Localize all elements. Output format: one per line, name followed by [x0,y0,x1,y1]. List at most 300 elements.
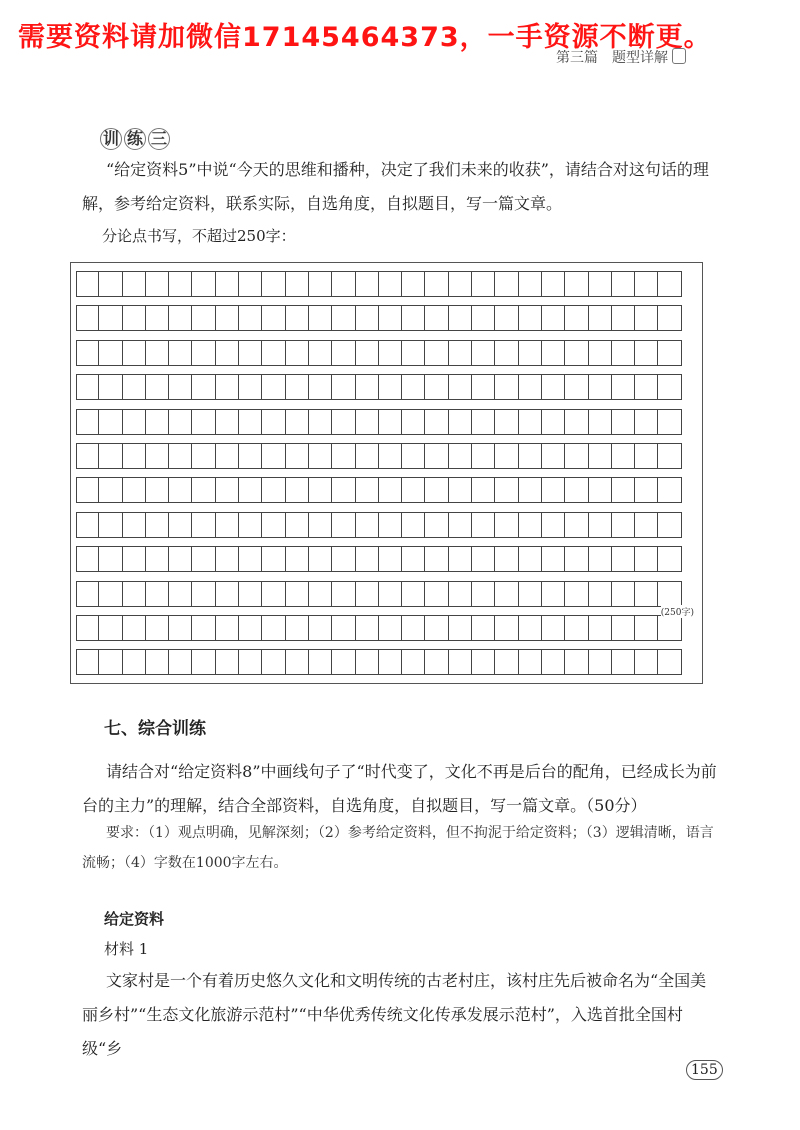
grid-cell[interactable] [332,581,355,607]
grid-cell[interactable] [519,271,542,297]
grid-cell[interactable] [589,305,612,331]
grid-cell[interactable] [658,305,681,331]
grid-cell[interactable] [309,409,332,435]
grid-cell[interactable] [216,409,239,435]
grid-cell[interactable] [192,615,215,641]
grid-cell[interactable] [146,374,169,400]
grid-cell[interactable] [192,546,215,572]
grid-cell[interactable] [495,340,518,366]
grid-cell[interactable] [472,271,495,297]
grid-cell[interactable] [99,649,122,675]
grid-cell[interactable] [76,340,99,366]
grid-cell[interactable] [76,477,99,503]
grid-cell[interactable] [449,512,472,538]
grid-cell[interactable] [542,409,565,435]
grid-cell[interactable] [425,615,448,641]
grid-cell[interactable] [379,581,402,607]
grid-cell[interactable] [425,340,448,366]
grid-cell[interactable] [262,271,285,297]
grid-cell[interactable] [239,546,262,572]
grid-cell[interactable] [169,374,192,400]
grid-cell[interactable] [658,443,681,469]
grid-cell[interactable] [123,305,146,331]
grid-cell[interactable] [379,271,402,297]
grid-cell[interactable] [332,649,355,675]
grid-cell[interactable] [239,443,262,469]
grid-cell[interactable] [356,477,379,503]
grid-cell[interactable] [216,512,239,538]
grid-cell[interactable] [379,409,402,435]
grid-cell[interactable] [286,581,309,607]
grid-cell[interactable] [146,512,169,538]
grid-cell[interactable] [565,340,588,366]
grid-cell[interactable] [146,649,169,675]
grid-cell[interactable] [635,649,658,675]
grid-cell[interactable] [658,477,681,503]
grid-cell[interactable] [356,581,379,607]
grid-cell[interactable] [332,615,355,641]
grid-cell[interactable] [612,649,635,675]
grid-cell[interactable] [309,546,332,572]
grid-cell[interactable] [309,649,332,675]
grid-cell[interactable] [612,512,635,538]
grid-cell[interactable] [449,615,472,641]
grid-cell[interactable] [356,443,379,469]
grid-cell[interactable] [612,409,635,435]
grid-cell[interactable] [425,409,448,435]
grid-cell[interactable] [239,409,262,435]
grid-cell[interactable] [449,477,472,503]
grid-cell[interactable] [495,581,518,607]
grid-cell[interactable] [402,649,425,675]
grid-cell[interactable] [589,409,612,435]
grid-cell[interactable] [658,271,681,297]
grid-cell[interactable] [99,409,122,435]
grid-cell[interactable] [332,340,355,366]
grid-cell[interactable] [635,581,658,607]
grid-cell[interactable] [99,546,122,572]
grid-cell[interactable] [169,581,192,607]
grid-cell[interactable] [146,581,169,607]
grid-cell[interactable] [309,374,332,400]
grid-cell[interactable] [495,271,518,297]
grid-cell[interactable] [356,340,379,366]
grid-cell[interactable] [402,615,425,641]
grid-cell[interactable] [239,305,262,331]
grid-cell[interactable] [542,615,565,641]
grid-cell[interactable] [472,374,495,400]
grid-cell[interactable] [216,615,239,641]
grid-cell[interactable] [658,581,681,607]
grid-cell[interactable] [192,581,215,607]
grid-cell[interactable] [262,581,285,607]
grid-cell[interactable] [589,443,612,469]
grid-cell[interactable] [192,443,215,469]
grid-cell[interactable] [658,374,681,400]
grid-cell[interactable] [332,477,355,503]
grid-cell[interactable] [519,615,542,641]
grid-cell[interactable] [635,271,658,297]
grid-cell[interactable] [286,305,309,331]
grid-cell[interactable] [356,271,379,297]
grid-cell[interactable] [612,581,635,607]
grid-cell[interactable] [99,615,122,641]
grid-cell[interactable] [449,305,472,331]
grid-cell[interactable] [309,271,332,297]
grid-cell[interactable] [425,581,448,607]
grid-cell[interactable] [635,615,658,641]
grid-cell[interactable] [239,477,262,503]
grid-cell[interactable] [635,512,658,538]
grid-cell[interactable] [309,615,332,641]
grid-cell[interactable] [169,512,192,538]
grid-cell[interactable] [332,305,355,331]
grid-cell[interactable] [612,477,635,503]
grid-cell[interactable] [309,581,332,607]
grid-cell[interactable] [379,477,402,503]
grid-cell[interactable] [519,581,542,607]
grid-cell[interactable] [99,305,122,331]
grid-cell[interactable] [146,340,169,366]
grid-cell[interactable] [76,443,99,469]
grid-cell[interactable] [332,409,355,435]
grid-cell[interactable] [565,615,588,641]
grid-cell[interactable] [239,649,262,675]
grid-cell[interactable] [192,512,215,538]
grid-cell[interactable] [146,477,169,503]
grid-cell[interactable] [519,546,542,572]
grid-cell[interactable] [169,443,192,469]
grid-cell[interactable] [589,649,612,675]
grid-cell[interactable] [542,443,565,469]
grid-cell[interactable] [123,615,146,641]
grid-cell[interactable] [356,512,379,538]
grid-cell[interactable] [146,409,169,435]
grid-cell[interactable] [565,443,588,469]
grid-cell[interactable] [425,305,448,331]
grid-cell[interactable] [565,581,588,607]
grid-cell[interactable] [402,305,425,331]
grid-cell[interactable] [379,443,402,469]
grid-cell[interactable] [542,649,565,675]
grid-cell[interactable] [379,615,402,641]
grid-cell[interactable] [169,271,192,297]
grid-cell[interactable] [76,581,99,607]
grid-cell[interactable] [123,374,146,400]
grid-cell[interactable] [449,581,472,607]
grid-cell[interactable] [309,477,332,503]
grid-cell[interactable] [495,546,518,572]
grid-cell[interactable] [542,374,565,400]
grid-cell[interactable] [472,615,495,641]
grid-cell[interactable] [356,409,379,435]
grid-cell[interactable] [76,546,99,572]
grid-cell[interactable] [565,409,588,435]
grid-cell[interactable] [658,512,681,538]
grid-cell[interactable] [262,409,285,435]
grid-cell[interactable] [542,340,565,366]
grid-cell[interactable] [262,546,285,572]
grid-cell[interactable] [658,409,681,435]
grid-cell[interactable] [262,615,285,641]
grid-cell[interactable] [519,477,542,503]
grid-cell[interactable] [519,340,542,366]
grid-cell[interactable] [76,305,99,331]
grid-cell[interactable] [216,443,239,469]
grid-cell[interactable] [216,649,239,675]
grid-cell[interactable] [239,512,262,538]
grid-cell[interactable] [356,546,379,572]
grid-cell[interactable] [332,271,355,297]
grid-cell[interactable] [472,649,495,675]
grid-cell[interactable] [589,546,612,572]
grid-cell[interactable] [495,477,518,503]
grid-cell[interactable] [192,305,215,331]
grid-cell[interactable] [612,305,635,331]
grid-cell[interactable] [589,374,612,400]
grid-cell[interactable] [239,374,262,400]
grid-cell[interactable] [99,271,122,297]
grid-cell[interactable] [612,615,635,641]
grid-cell[interactable] [519,305,542,331]
grid-cell[interactable] [635,546,658,572]
grid-cell[interactable] [123,649,146,675]
grid-cell[interactable] [192,477,215,503]
grid-cell[interactable] [123,340,146,366]
grid-cell[interactable] [542,305,565,331]
grid-cell[interactable] [262,649,285,675]
grid-cell[interactable] [519,443,542,469]
grid-cell[interactable] [309,443,332,469]
grid-cell[interactable] [123,512,146,538]
grid-cell[interactable] [332,374,355,400]
grid-cell[interactable] [286,443,309,469]
grid-cell[interactable] [379,374,402,400]
grid-cell[interactable] [402,443,425,469]
grid-cell[interactable] [146,305,169,331]
grid-cell[interactable] [286,271,309,297]
grid-cell[interactable] [589,340,612,366]
grid-cell[interactable] [449,546,472,572]
grid-cell[interactable] [169,546,192,572]
grid-cell[interactable] [519,512,542,538]
grid-cell[interactable] [286,409,309,435]
grid-cell[interactable] [123,409,146,435]
grid-cell[interactable] [76,374,99,400]
grid-cell[interactable] [239,271,262,297]
grid-cell[interactable] [356,305,379,331]
grid-cell[interactable] [589,615,612,641]
answer-grid[interactable] [70,262,703,684]
grid-cell[interactable] [262,374,285,400]
grid-cell[interactable] [612,340,635,366]
grid-cell[interactable] [192,649,215,675]
grid-cell[interactable] [332,546,355,572]
grid-cell[interactable] [332,443,355,469]
grid-cell[interactable] [192,374,215,400]
grid-cell[interactable] [123,477,146,503]
grid-cell[interactable] [472,512,495,538]
grid-cell[interactable] [216,340,239,366]
grid-cell[interactable] [169,305,192,331]
grid-cell[interactable] [542,581,565,607]
grid-cell[interactable] [472,305,495,331]
grid-cell[interactable] [542,271,565,297]
grid-cell[interactable] [169,649,192,675]
grid-cell[interactable] [612,443,635,469]
grid-cell[interactable] [589,512,612,538]
grid-cell[interactable] [402,374,425,400]
grid-cell[interactable] [472,409,495,435]
grid-cell[interactable] [449,409,472,435]
grid-cell[interactable] [635,443,658,469]
grid-cell[interactable] [216,581,239,607]
grid-cell[interactable] [216,477,239,503]
grid-cell[interactable] [495,305,518,331]
grid-cell[interactable] [169,615,192,641]
grid-cell[interactable] [495,409,518,435]
grid-cell[interactable] [495,649,518,675]
grid-cell[interactable] [402,409,425,435]
grid-cell[interactable] [635,340,658,366]
grid-cell[interactable] [519,409,542,435]
grid-cell[interactable] [425,649,448,675]
grid-cell[interactable] [123,271,146,297]
grid-cell[interactable] [635,477,658,503]
grid-cell[interactable] [99,340,122,366]
grid-cell[interactable] [542,546,565,572]
grid-cell[interactable] [472,581,495,607]
grid-cell[interactable] [286,374,309,400]
grid-cell[interactable] [402,271,425,297]
grid-cell[interactable] [589,477,612,503]
grid-cell[interactable] [356,649,379,675]
grid-cell[interactable] [425,271,448,297]
grid-cell[interactable] [495,615,518,641]
grid-cell[interactable] [472,443,495,469]
grid-cell[interactable] [169,477,192,503]
grid-cell[interactable] [309,512,332,538]
grid-cell[interactable] [425,512,448,538]
grid-cell[interactable] [589,271,612,297]
grid-cell[interactable] [589,581,612,607]
grid-cell[interactable] [565,374,588,400]
grid-cell[interactable] [495,443,518,469]
grid-cell[interactable] [239,615,262,641]
grid-cell[interactable] [356,615,379,641]
grid-cell[interactable] [309,340,332,366]
grid-cell[interactable] [216,374,239,400]
grid-cell[interactable] [286,477,309,503]
grid-cell[interactable] [542,512,565,538]
grid-cell[interactable] [449,340,472,366]
grid-cell[interactable] [565,649,588,675]
grid-cell[interactable] [262,477,285,503]
grid-cell[interactable] [76,512,99,538]
grid-cell[interactable] [658,546,681,572]
grid-cell[interactable] [449,649,472,675]
grid-cell[interactable] [76,649,99,675]
grid-cell[interactable] [99,581,122,607]
grid-cell[interactable] [216,546,239,572]
grid-cell[interactable] [519,649,542,675]
grid-cell[interactable] [658,615,681,641]
grid-cell[interactable] [146,546,169,572]
grid-cell[interactable] [425,374,448,400]
grid-cell[interactable] [286,340,309,366]
grid-cell[interactable] [449,271,472,297]
grid-cell[interactable] [286,512,309,538]
grid-cell[interactable] [192,340,215,366]
grid-cell[interactable] [76,615,99,641]
grid-cell[interactable] [402,477,425,503]
grid-cell[interactable] [99,443,122,469]
grid-cell[interactable] [379,340,402,366]
grid-cell[interactable] [612,374,635,400]
grid-cell[interactable] [495,374,518,400]
grid-cell[interactable] [146,271,169,297]
grid-cell[interactable] [379,512,402,538]
grid-cell[interactable] [286,546,309,572]
grid-cell[interactable] [216,305,239,331]
grid-cell[interactable] [239,340,262,366]
grid-cell[interactable] [635,305,658,331]
grid-cell[interactable] [216,271,239,297]
grid-cell[interactable] [472,340,495,366]
grid-cell[interactable] [123,443,146,469]
grid-cell[interactable] [356,374,379,400]
grid-cell[interactable] [262,340,285,366]
grid-cell[interactable] [379,649,402,675]
grid-cell[interactable] [146,615,169,641]
grid-cell[interactable] [99,477,122,503]
grid-cell[interactable] [169,340,192,366]
grid-cell[interactable] [146,443,169,469]
grid-cell[interactable] [262,512,285,538]
grid-cell[interactable] [379,546,402,572]
grid-cell[interactable] [76,271,99,297]
grid-cell[interactable] [635,374,658,400]
grid-cell[interactable] [262,305,285,331]
grid-cell[interactable] [286,649,309,675]
grid-cell[interactable] [286,615,309,641]
grid-cell[interactable] [519,374,542,400]
grid-cell[interactable] [449,443,472,469]
grid-cell[interactable] [449,374,472,400]
grid-cell[interactable] [425,546,448,572]
grid-cell[interactable] [239,581,262,607]
grid-cell[interactable] [169,409,192,435]
grid-cell[interactable] [123,546,146,572]
grid-cell[interactable] [402,340,425,366]
grid-cell[interactable] [565,546,588,572]
grid-cell[interactable] [658,340,681,366]
grid-cell[interactable] [192,409,215,435]
grid-cell[interactable] [612,546,635,572]
grid-cell[interactable] [402,581,425,607]
grid-cell[interactable] [425,477,448,503]
grid-cell[interactable] [565,305,588,331]
grid-cell[interactable] [332,512,355,538]
grid-cell[interactable] [495,512,518,538]
grid-cell[interactable] [262,443,285,469]
grid-cell[interactable] [379,305,402,331]
grid-cell[interactable] [542,477,565,503]
grid-cell[interactable] [402,546,425,572]
grid-cell[interactable] [309,305,332,331]
grid-cell[interactable] [425,443,448,469]
grid-cell[interactable] [472,546,495,572]
